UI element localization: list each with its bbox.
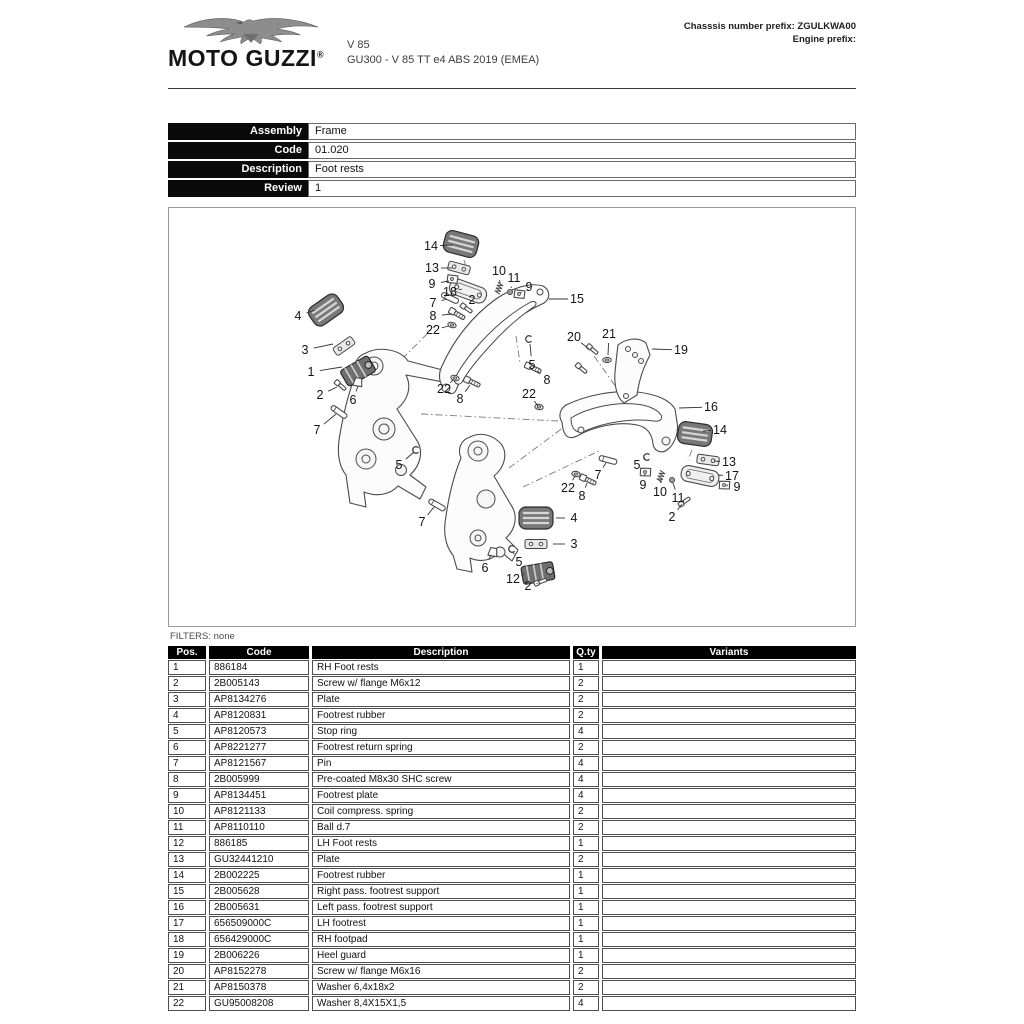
callout-7: 7: [313, 423, 321, 437]
callout-6: 6: [349, 393, 357, 407]
callout-8: 8: [578, 489, 586, 503]
footrest-rubber-4-bottom: [519, 507, 553, 529]
table-cell: 2B005628: [209, 884, 309, 899]
callout-14: 14: [424, 239, 438, 253]
table-row: [168, 756, 856, 771]
lh-footrest-17: [680, 464, 720, 488]
table-cell: 1: [573, 932, 599, 947]
callout-leader-1: [320, 367, 342, 371]
table-cell: 4: [573, 724, 599, 739]
table-cell: [602, 820, 856, 835]
callout-4: 4: [570, 511, 578, 525]
callout-2: 2: [668, 510, 676, 524]
table-cell: 1: [573, 868, 599, 883]
filters-label: FILTERS:: [170, 631, 211, 642]
column-header-variants: Variants: [602, 646, 856, 659]
callout-8: 8: [543, 373, 551, 387]
table-cell: 2: [573, 708, 599, 723]
header-divider: [168, 88, 856, 89]
table-cell: Footrest plate: [312, 788, 570, 803]
table-cell: 18: [168, 932, 206, 947]
table-cell: Pre-coated M8x30 SHC screw: [312, 772, 570, 787]
table-cell: 2B005631: [209, 900, 309, 915]
assembly-label: Assembly: [168, 123, 308, 140]
callout-9: 9: [428, 277, 436, 291]
table-cell: Heel guard: [312, 948, 570, 963]
table-cell: 4: [573, 996, 599, 1011]
callout-17: 17: [725, 469, 739, 483]
assembly-info-row: [168, 123, 856, 140]
table-cell: 16: [168, 900, 206, 915]
table-cell: [602, 996, 856, 1011]
table-cell: 1: [573, 948, 599, 963]
footrest-rubber-14-right: [677, 421, 714, 448]
table-cell: AP8134276: [209, 692, 309, 707]
callout-leader-7: [324, 414, 336, 424]
table-cell: 2: [573, 692, 599, 707]
assembly-label: Description: [168, 161, 308, 178]
table-cell: [602, 836, 856, 851]
brand-name: MOTO GUZZI®: [168, 45, 325, 71]
table-cell: 7: [168, 756, 206, 771]
callout-22: 22: [426, 323, 440, 337]
parts-table: [165, 645, 859, 1012]
registered-mark: ®: [316, 49, 325, 60]
callout-1: 1: [307, 365, 315, 379]
table-cell: 2B005999: [209, 772, 309, 787]
callout-22: 22: [437, 382, 451, 396]
callout-10: 10: [653, 485, 667, 499]
table-row: [168, 868, 856, 883]
table-row: [168, 676, 856, 691]
assembly-info-row: [168, 142, 856, 159]
parts-table-header: [168, 646, 856, 659]
callout-13: 13: [722, 455, 736, 469]
table-row: [168, 916, 856, 931]
table-cell: 6: [168, 740, 206, 755]
callout-11: 11: [507, 271, 521, 285]
table-cell: 20: [168, 964, 206, 979]
table-row: [168, 980, 856, 995]
table-row: [168, 932, 856, 947]
table-row: [168, 964, 856, 979]
table-cell: [602, 868, 856, 883]
callout-10: 10: [492, 264, 506, 278]
assembly-label: Review: [168, 180, 308, 197]
table-row: [168, 804, 856, 819]
chassis-prefix: Chasssis number prefix: ZGULKWA00: [683, 21, 856, 32]
table-row: [168, 788, 856, 803]
table-cell: LH footrest: [312, 916, 570, 931]
exploded-diagram: [168, 207, 856, 627]
callout-5: 5: [515, 555, 523, 569]
column-header-pos: Pos.: [168, 646, 206, 659]
callout-9: 9: [639, 478, 647, 492]
table-cell: 13: [168, 852, 206, 867]
model-info: [347, 38, 539, 68]
table-cell: 2: [573, 804, 599, 819]
table-cell: 2B002225: [209, 868, 309, 883]
table-cell: 2: [573, 964, 599, 979]
assembly-value: 1: [308, 180, 856, 197]
callout-leader-3: [314, 344, 333, 348]
table-cell: 5: [168, 724, 206, 739]
callout-leader-22: [442, 326, 449, 328]
callout-leader-19: [652, 349, 672, 350]
table-row: [168, 884, 856, 899]
callout-22: 22: [561, 481, 575, 495]
callout-leader-11: [673, 483, 675, 489]
table-row: [168, 836, 856, 851]
assembly-info-row: [168, 180, 856, 197]
table-cell: 19: [168, 948, 206, 963]
table-cell: Ball d.7: [312, 820, 570, 835]
table-cell: 2B005143: [209, 676, 309, 691]
table-cell: 1: [573, 884, 599, 899]
assembly-value: Frame: [308, 123, 856, 140]
table-cell: [602, 772, 856, 787]
table-cell: 2: [573, 676, 599, 691]
callout-16: 16: [704, 400, 718, 414]
assembly-value: 01.020: [308, 142, 856, 159]
assembly-label: Code: [168, 142, 308, 159]
callout-2: 2: [316, 388, 324, 402]
assembly-info-row: [168, 161, 856, 178]
table-row: [168, 852, 856, 867]
table-cell: 4: [168, 708, 206, 723]
table-cell: 1: [168, 660, 206, 675]
callout-8: 8: [456, 392, 464, 406]
plate-3: [332, 336, 355, 356]
table-row: [168, 708, 856, 723]
assembly-value: Foot rests: [308, 161, 856, 178]
table-cell: 1: [573, 836, 599, 851]
prefix-info: [684, 20, 856, 46]
table-cell: 21: [168, 980, 206, 995]
table-cell: Footrest rubber: [312, 868, 570, 883]
callout-leader-8: [442, 314, 452, 315]
table-cell: 2: [573, 980, 599, 995]
plate-13-right: [696, 454, 719, 466]
callout-7: 7: [594, 468, 602, 482]
table-row: [168, 948, 856, 963]
callout-leader-8: [585, 483, 587, 488]
callout-7: 7: [429, 296, 437, 310]
table-cell: [602, 948, 856, 963]
table-cell: Stop ring: [312, 724, 570, 739]
page-header: [168, 12, 856, 84]
callout-8: 8: [429, 309, 437, 323]
table-cell: Left pass. footrest support: [312, 900, 570, 915]
callout-3: 3: [301, 343, 309, 357]
callout-21: 21: [602, 327, 616, 341]
table-cell: [602, 916, 856, 931]
callout-2: 2: [524, 579, 532, 593]
moto-guzzi-logo: [168, 14, 334, 72]
callout-leader-7: [603, 463, 606, 468]
table-cell: Plate: [312, 852, 570, 867]
table-cell: 656509000C: [209, 916, 309, 931]
table-cell: [602, 932, 856, 947]
callout-4: 4: [294, 309, 302, 323]
callout-20: 20: [567, 330, 581, 344]
table-cell: [602, 708, 856, 723]
table-cell: 11: [168, 820, 206, 835]
table-cell: 2: [573, 820, 599, 835]
eagle-icon: [182, 14, 320, 44]
table-cell: AP8121133: [209, 804, 309, 819]
table-cell: 2: [573, 852, 599, 867]
table-cell: Footrest return spring: [312, 740, 570, 755]
lh-bracket: [445, 434, 518, 572]
callout-22: 22: [522, 387, 536, 401]
callout-11: 11: [671, 491, 685, 505]
footrest-rubber-14-top: [442, 229, 481, 259]
table-row: [168, 740, 856, 755]
callout-5: 5: [528, 358, 536, 372]
table-cell: [602, 980, 856, 995]
table-cell: [602, 724, 856, 739]
callout-12: 12: [506, 572, 520, 586]
table-cell: Footrest rubber: [312, 708, 570, 723]
callout-19: 19: [674, 343, 688, 357]
table-cell: 2B006226: [209, 948, 309, 963]
callout-15: 15: [570, 292, 584, 306]
plate-3-bottom: [525, 540, 547, 549]
model-code-line: GU300 - V 85 TT e4 ABS 2019 (EMEA): [347, 54, 540, 66]
table-cell: RH Foot rests: [312, 660, 570, 675]
table-cell: [602, 660, 856, 675]
table-cell: AP8120573: [209, 724, 309, 739]
table-cell: AP8152278: [209, 964, 309, 979]
table-row: [168, 724, 856, 739]
callout-14: 14: [713, 423, 727, 437]
table-row: [168, 900, 856, 915]
table-cell: [602, 756, 856, 771]
model-name: V 85: [347, 39, 370, 51]
table-cell: 3: [168, 692, 206, 707]
table-cell: [602, 852, 856, 867]
table-cell: 17: [168, 916, 206, 931]
table-cell: [602, 900, 856, 915]
table-cell: 12: [168, 836, 206, 851]
footrest-rubber-4: [306, 291, 346, 329]
callout-6: 6: [481, 561, 489, 575]
table-row: [168, 692, 856, 707]
table-cell: AP8150378: [209, 980, 309, 995]
table-cell: [602, 964, 856, 979]
table-cell: 656429000C: [209, 932, 309, 947]
support-left-pass: [560, 392, 678, 452]
callout-7: 7: [418, 515, 426, 529]
table-cell: [602, 676, 856, 691]
column-header-code: Code: [209, 646, 309, 659]
table-cell: AP8221277: [209, 740, 309, 755]
callout-9: 9: [525, 280, 533, 294]
table-cell: 15: [168, 884, 206, 899]
engine-prefix: Engine prefix:: [792, 34, 856, 45]
table-cell: AP8121567: [209, 756, 309, 771]
table-cell: 1: [573, 916, 599, 931]
table-cell: 886185: [209, 836, 309, 851]
callout-5: 5: [633, 458, 641, 472]
callout-2: 2: [468, 293, 476, 307]
table-cell: AP8120831: [209, 708, 309, 723]
table-cell: GU95008208: [209, 996, 309, 1011]
table-row: [168, 772, 856, 787]
callout-leader-5: [530, 344, 531, 356]
table-cell: 4: [573, 788, 599, 803]
table-cell: [602, 884, 856, 899]
callout-leader-8: [465, 385, 470, 392]
callout-leader-7: [428, 507, 434, 515]
table-cell: AP8110110: [209, 820, 309, 835]
table-cell: Washer 6,4x18x2: [312, 980, 570, 995]
table-cell: 4: [573, 756, 599, 771]
callout-leader-21: [608, 343, 609, 355]
callout-5: 5: [395, 458, 403, 472]
table-cell: 2: [168, 676, 206, 691]
table-cell: Screw w/ flange M6x12: [312, 676, 570, 691]
table-cell: [602, 692, 856, 707]
table-cell: Coil compress. spring: [312, 804, 570, 819]
table-cell: Screw w/ flange M6x16: [312, 964, 570, 979]
table-cell: Right pass. footrest support: [312, 884, 570, 899]
filters-line: [170, 631, 235, 642]
callout-3: 3: [570, 537, 578, 551]
column-header-description: Description: [312, 646, 570, 659]
callout-leader-7: [442, 299, 447, 301]
table-cell: GU32441210: [209, 852, 309, 867]
table-row: [168, 996, 856, 1011]
table-cell: RH footpad: [312, 932, 570, 947]
column-header-qty: Q.ty: [573, 646, 599, 659]
table-cell: 1: [573, 660, 599, 675]
table-cell: 4: [573, 772, 599, 787]
table-cell: AP8134451: [209, 788, 309, 803]
table-cell: 22: [168, 996, 206, 1011]
table-cell: Washer 8,4X15X1,5: [312, 996, 570, 1011]
callout-leader-16: [679, 407, 702, 408]
table-row: [168, 820, 856, 835]
table-cell: 886184: [209, 660, 309, 675]
table-cell: 8: [168, 772, 206, 787]
callout-leader-14: [440, 245, 453, 246]
table-cell: [602, 788, 856, 803]
table-cell: 1: [573, 900, 599, 915]
table-row: [168, 660, 856, 675]
assembly-info-table: [168, 121, 856, 199]
callout-9: 9: [733, 480, 741, 494]
table-cell: Plate: [312, 692, 570, 707]
table-cell: 10: [168, 804, 206, 819]
callout-leader-2: [328, 387, 337, 391]
callout-13: 13: [425, 261, 439, 275]
filters-value: none: [213, 631, 235, 642]
table-cell: 14: [168, 868, 206, 883]
table-cell: Pin: [312, 756, 570, 771]
table-cell: 2: [573, 740, 599, 755]
table-cell: [602, 804, 856, 819]
table-cell: [602, 740, 856, 755]
table-cell: LH Foot rests: [312, 836, 570, 851]
callout-18: 18: [443, 285, 457, 299]
table-cell: 9: [168, 788, 206, 803]
